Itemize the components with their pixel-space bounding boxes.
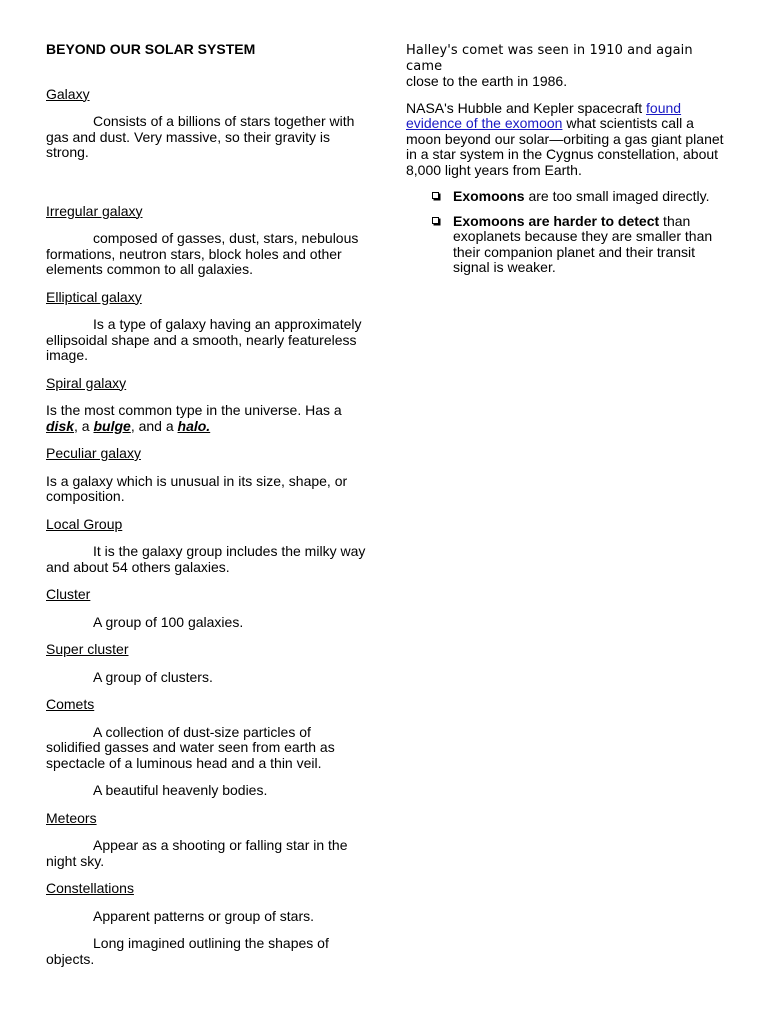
definition-comets: A collection of dust-size particles of solidified gasses and water seen from earth as spectacle of a luminous head and a thin veil. [46, 723, 335, 771]
term-super-cluster: Super cluster [46, 641, 129, 657]
bullet-bold-text: Exomoons are harder to detect [453, 212, 660, 229]
term-peculiar-galaxy: Peculiar galaxy [46, 445, 141, 461]
halley-line-1: Halley's comet was seen in 1910 and again came [406, 43, 693, 74]
term-galaxy: Galaxy [46, 85, 90, 102]
term-irregular-galaxy: Irregular galaxy [46, 202, 143, 219]
term-comets: Comets [46, 696, 95, 712]
bullet-bold-text: Exomoons [453, 188, 525, 204]
spiral-word-bulge: bulge [93, 417, 131, 434]
left-column [46, 42, 368, 979]
list-item [406, 189, 724, 205]
definition-constellations: Apparent patterns or group of stars. [93, 907, 315, 924]
term-local-group: Local Group [46, 515, 123, 532]
halley-paragraph [406, 43, 724, 90]
spiral-word-disk: disk [46, 417, 75, 434]
bullet-text: than exoplanets because they are smaller than their companion planet and their transit signal is weaker. [453, 212, 713, 275]
checkbox-bullet-icon [432, 217, 439, 224]
term-constellations: Constellations [46, 880, 134, 896]
spiral-prefix: Is the most common type in the universe. Has a [46, 402, 342, 418]
definition-peculiar-galaxy: Is a galaxy which is unusual in its size, shape, or composition. [46, 472, 348, 504]
right-column [406, 43, 724, 285]
term-meteors: Meteors [46, 809, 97, 826]
spiral-sep-1: , a [74, 417, 94, 434]
term-cluster: Cluster [46, 586, 91, 602]
exomoon-link[interactable]: found evidence of the exomoon [406, 99, 682, 131]
nasa-prefix: NASA's Hubble and Kepler spacecraft [406, 99, 647, 116]
definition-comets-extra: A beautiful heavenly bodies. [93, 782, 268, 798]
bullet-text: are too small imaged directly. [524, 188, 710, 204]
checkbox-bullet-icon [432, 192, 439, 199]
exomoon-bullet-list [406, 189, 724, 276]
definition-local-group: It is the galaxy group includes the milky way and about 54 others galaxies. [46, 543, 366, 575]
spiral-word-halo: halo. [177, 417, 211, 434]
term-spiral-galaxy: Spiral galaxy [46, 374, 127, 391]
halley-line-2: close to the earth in 1986. [406, 73, 568, 89]
term-elliptical-galaxy: Elliptical galaxy [46, 288, 142, 305]
definition-galaxy: Consists of a billions of stars together with gas and dust. Very massive, so their gravity is strong. [46, 113, 355, 160]
definition-constellations-extra: Long imagined outlining the shapes of objects. [46, 935, 329, 967]
document-title: BEYOND OUR SOLAR SYSTEM [46, 41, 256, 57]
list-item [406, 214, 724, 276]
nasa-suffix: what scientists call a moon beyond our solar—orbiting a gas giant planet in a star system in the Cygnus constellation, about 8,000 light years from Earth. [406, 115, 724, 178]
definition-spiral-galaxy [46, 403, 368, 434]
definition-elliptical-galaxy: Is a type of galaxy having an approximately ellipsoidal shape and a smooth, nearly featureless image. [46, 316, 362, 363]
definition-meteors: Appear as a shooting or falling star in the night sky. [46, 837, 348, 869]
spiral-sep-2: , and a [130, 417, 178, 434]
nasa-paragraph [406, 101, 724, 179]
definition-cluster: A group of 100 galaxies. [93, 613, 244, 630]
definition-super-cluster: A group of clusters. [93, 668, 213, 685]
definition-irregular-galaxy: composed of gasses, dust, stars, nebulous formations, neutron stars, block holes and other elements common to all galaxies. [46, 230, 359, 277]
